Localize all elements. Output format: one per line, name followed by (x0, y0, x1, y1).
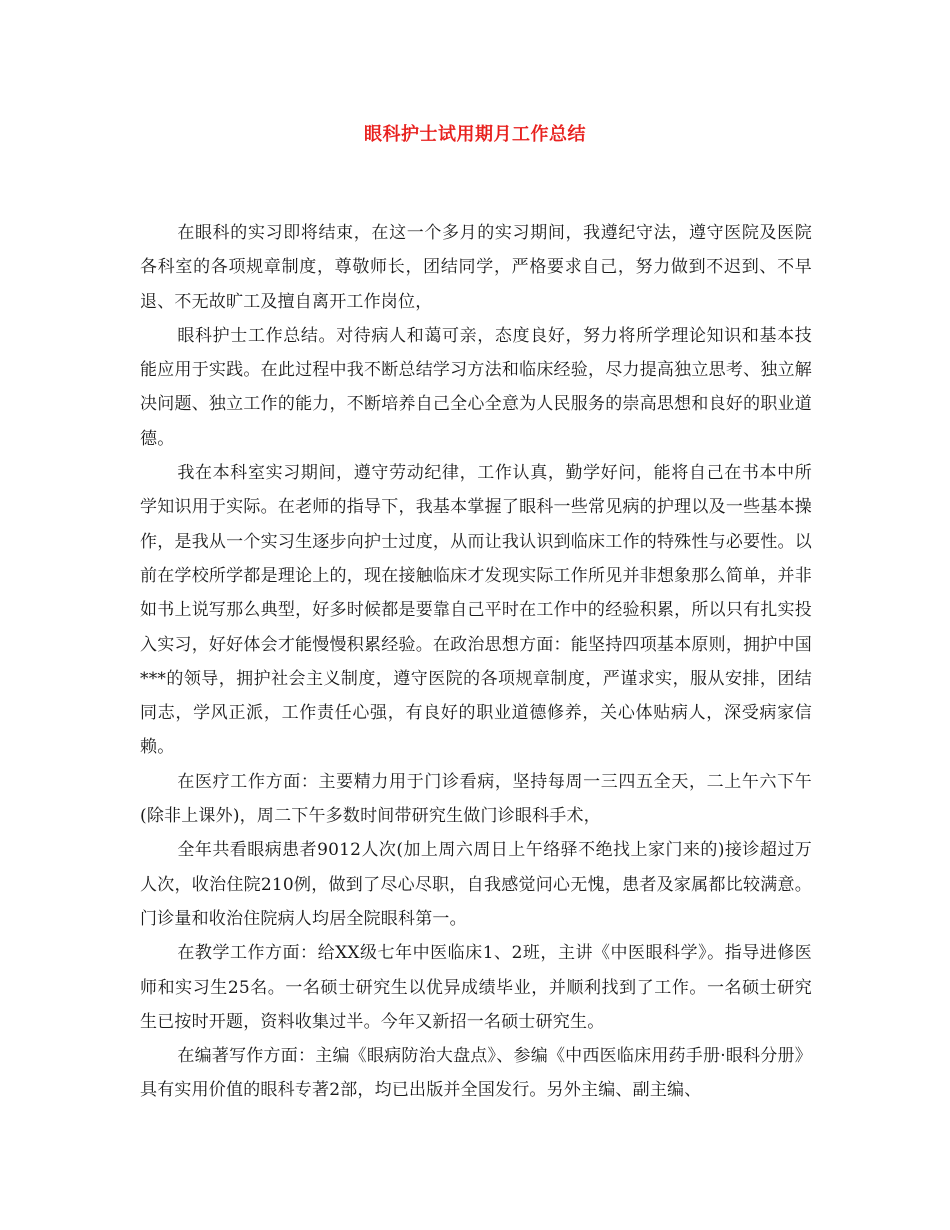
document-body (140, 216, 812, 1108)
paragraph-1: 在眼科的实习即将结束，在这一个多月的实习期间，我遵纪守法，遵守医院及医院各科室的各项规章制度，尊敬师长，团结同学，严格要求自己，努力做到不迟到、不早退、不无故旷工及擅自离开工作岗位， (140, 223, 812, 312)
paragraph-4: 在医疗工作方面：主要精力用于门诊看病，坚持每周一三四五全天，二上午六下午(除非上课外)，周二下午多数时间带研究生做门诊眼科手术， (140, 771, 812, 827)
paragraph-7: 在编著写作方面：主编《眼病防治大盘点》、参编《中西医临床用药手册·眼科分册》具有实用价值的眼科专著2部，均已出版并全国发行。另外主编、副主编、 (140, 1046, 812, 1101)
paragraph-6: 在教学工作方面：给XX级七年中医临床1、2班，主讲《中医眼科学》。指导进修医师和实习生25名。一名硕士研究生以优异成绩毕业，并顺利找到了工作。一名硕士研究生已按时开题，资料收集过半。今年又新招一名硕士研究生。 (140, 943, 812, 1032)
paragraph-3: 我在本科室实习期间，遵守劳动纪律，工作认真，勤学好问，能将自己在书本中所学知识用于实际。在老师的指导下，我基本掌握了眼科一些常见病的护理以及一些基本操作，是我从一个实习生逐步向护士过度，从而让我认识到临床工作的特殊性与必要性。以前在学校所学都是理论上的，现在接触临床才发现实际工作所见并非想象那么简单，并非如书上说写那么典型，好多时候都是要靠自己平时在工作中的经验积累，所以只有扎实投入实习，好好体会才能慢慢积累经验。在政治思想方面：能坚持四项基本原则，拥护中国***的领导，拥护社会主义制度，遵守医院的各项规章制度，严谨求实，服从安排，团结同志，学风正派，工作责任心强，有良好的职业道德修养，关心体贴病人，深受病家信赖。 (140, 463, 812, 758)
document-title: 眼科护士试用期月工作总结 (364, 124, 586, 145)
paragraph-2: 眼科护士工作总结。对待病人和蔼可亲，态度良好，努力将所学理论知识和基本技能应用于实践。在此过程中我不断总结学习方法和临床经验，尽力提高独立思考、独立解决问题、独立工作的能力，不断培养自己全心全意为人民服务的崇高思想和良好的职业道德。 (140, 325, 812, 449)
paragraph-5: 全年共看眼病患者9012人次(加上周六周日上午络驿不绝找上家门来的)接诊超过万人次，收治住院210例，做到了尽心尽职，自我感觉问心无愧，患者及家属都比较满意。门诊量和收治住院病人均居全院眼科第一。 (140, 840, 812, 929)
